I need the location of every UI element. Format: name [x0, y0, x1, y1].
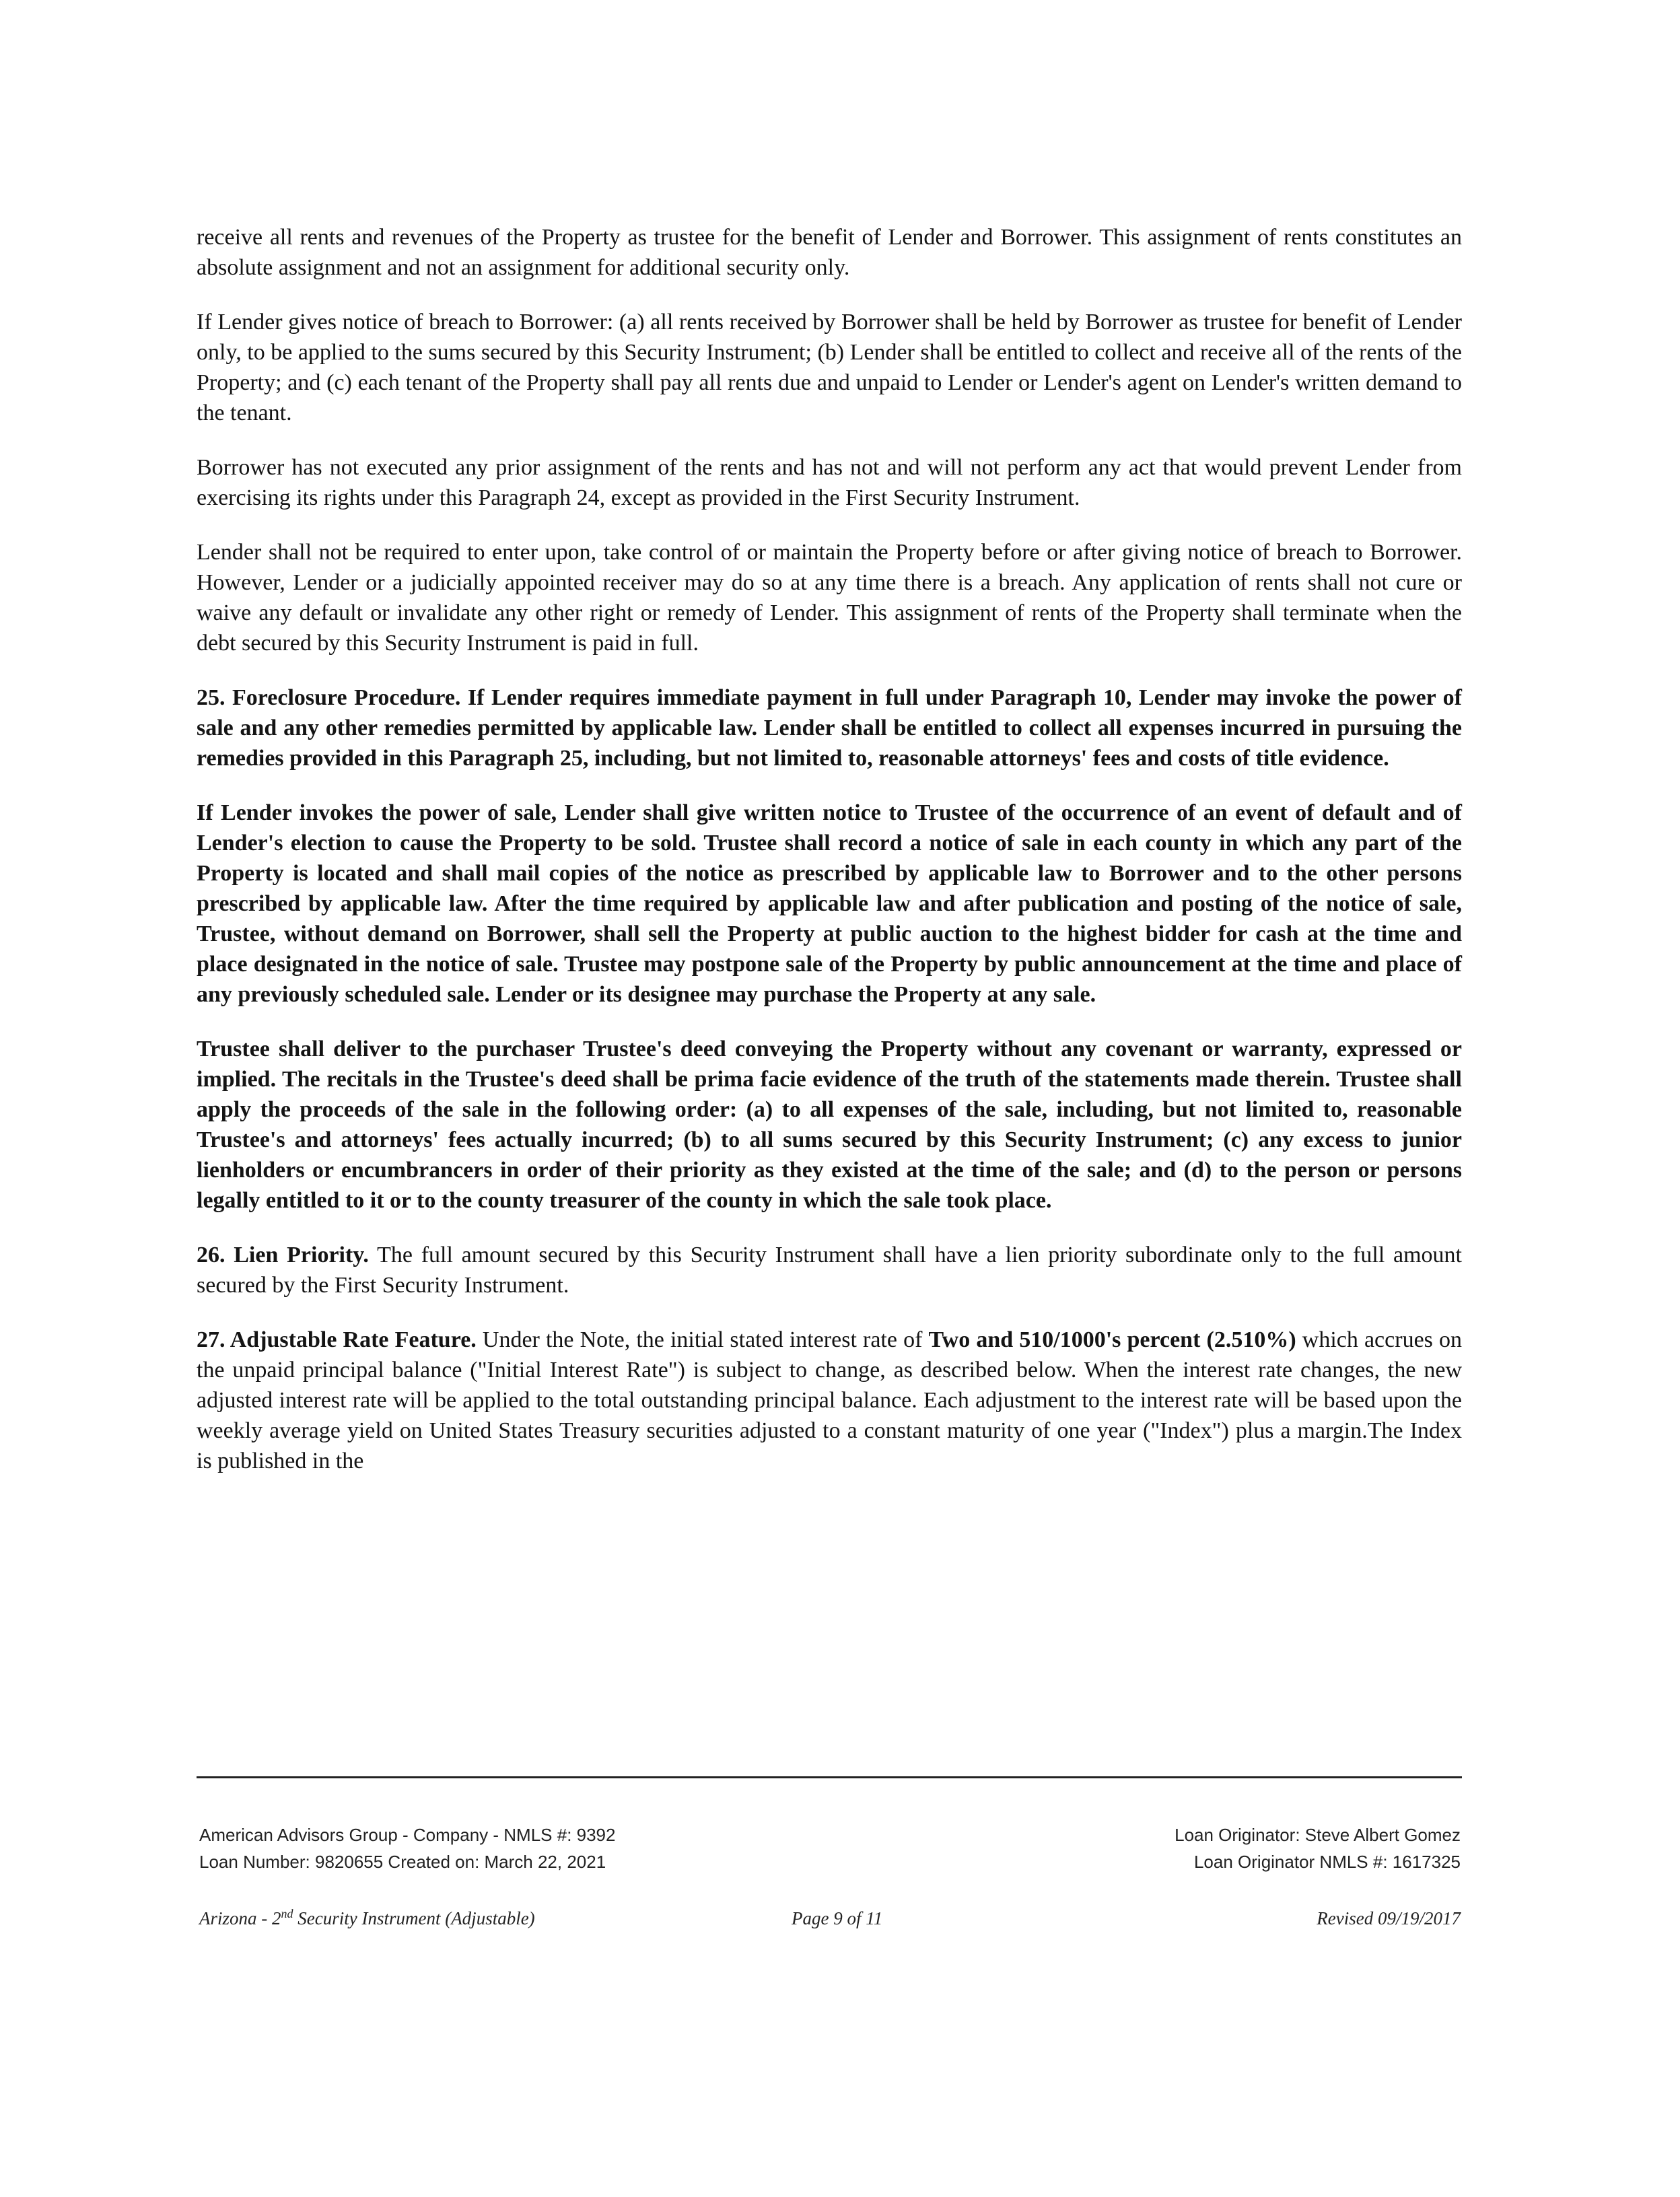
- footer-originator-nmls: Loan Originator NMLS #: 1617325: [1193, 1852, 1461, 1872]
- paragraph-26-text: The full amount secured by this Security Instrument shall have a lien priority subordinate only to the full amount secured by the First Security Instrument.: [197, 1243, 1463, 1298]
- paragraph-prior-assignment: Borrower has not executed any prior assignment of the rents and has not and will not perform any act that would prevent Lender from exercising its rights under this Paragraph 24, except as provided in the First Security Instrument.: [197, 455, 1462, 510]
- paragraph-27-rate: Two and 510/1000's percent (2.510%): [928, 1327, 1296, 1352]
- paragraph-27-heading: 27. Adjustable Rate Feature.: [197, 1327, 477, 1352]
- page-number: Page 9 of 11: [792, 1908, 883, 1928]
- paragraph-27-text-a: Under the Note, the initial stated interest rate of: [476, 1327, 929, 1352]
- paragraph-power-of-sale: If Lender invokes the power of sale, Lender shall give written notice to Trustee of the occurrence of an event of default and of Lender's election to cause the Property to be sold. Trustee shall record a notice of sale in each county in which any part of the Property is located and shall mail copies of the notice as prescribed by applicable law to Borrower and to the other persons prescribed by applicable law. After the time required by applicable law and after publication and posting of the notice of sale, Trustee, without demand on Borrower, shall sell the Property at public auction to the highest bidder for cash at the time and place designated in the notice of sale. Trustee may postpone sale of the Property by public announcement at the time and place of any previously scheduled sale. Lender or its designee may purchase the Property at any sale.: [197, 800, 1462, 1007]
- paragraph-27-text-b: which accrues on the unpaid principal balance ("Initial Interest Rate") is subject to change, as described below. When the interest rate changes, the new adjusted interest rate will be applied to the total outstanding principal balance. Each adjustment to the interest rate will be based upon the weekly average yield on United States Treasury securities adjusted to a constant maturity of one year ("Index") plus a margin.The Index is published in the: [197, 1327, 1462, 1473]
- footer-originator: Loan Originator: Steve Albert Gomez: [1175, 1825, 1461, 1845]
- document-body: [197, 222, 1462, 1500]
- revision-date: Revised 09/19/2017: [1317, 1908, 1461, 1928]
- paragraph-25-foreclosure: 25. Foreclosure Procedure. If Lender requires immediate payment in full under Paragraph 10, Lender may invoke the power of sale and any other remedies permitted by applicable law. Lender shall be entitled to collect all expenses incurred in pursuing the remedies provided in this Paragraph 25, including, but not limited to, reasonable attorneys' fees and costs of title evidence.: [197, 685, 1462, 771]
- form-title-suffix: Security Instrument (Adjustable): [293, 1908, 535, 1928]
- footer-company: American Advisors Group - Company - NMLS #: 9392: [199, 1825, 616, 1845]
- page-footer-line: [199, 1908, 1461, 1935]
- form-title: [199, 1908, 535, 1929]
- paragraph-27-adjustable-rate: [197, 1325, 1462, 1476]
- footer-divider: [197, 1776, 1462, 1778]
- paragraph-trustee-deed: Trustee shall deliver to the purchaser Trustee's deed conveying the Property without any covenant or warranty, expressed or implied. The recitals in the Trustee's deed shall be prima facie evidence of the truth of the statements made therein. Trustee shall apply the proceeds of the sale in the following order: (a) to all expenses of the sale, including, but not limited to, reasonable Trustee's and attorneys' fees actually incurred; (b) to all sums secured by this Security Instrument; (c) any excess to junior lienholders or encumbrancers in order of their priority as they existed at the time of the sale; and (d) to the person or persons legally entitled to it or to the county treasurer of the county in which the sale took place.: [197, 1037, 1462, 1213]
- paragraph-26-heading: 26. Lien Priority.: [197, 1243, 369, 1267]
- form-title-sup: nd: [281, 1907, 293, 1920]
- paragraph-rents-trustee: receive all rents and revenues of the Property as trustee for the benefit of Lender and Borrower. This assignment of rents constitutes an absolute assignment and not an assignment for additional security only.: [197, 225, 1462, 280]
- paragraph-26-lien-priority: [197, 1240, 1462, 1300]
- footer-loan-number: Loan Number: 9820655 Created on: March 22, 2021: [199, 1852, 606, 1872]
- form-title-prefix: Arizona - 2: [199, 1908, 281, 1928]
- paragraph-lender-control: Lender shall not be required to enter upon, take control of or maintain the Property before or after giving notice of breach to Borrower. However, Lender or a judicially appointed receiver may do so at any time there is a breach. Any application of rents shall not cure or waive any default or invalidate any other right or remedy of Lender. This assignment of rents of the Property shall terminate when the debt secured by this Security Instrument is paid in full.: [197, 540, 1462, 656]
- footer-left-block: [199, 1821, 615, 1875]
- footer-right-block: [1175, 1821, 1461, 1875]
- paragraph-notice-of-breach: If Lender gives notice of breach to Borrower: (a) all rents received by Borrower shall be held by Borrower as trustee for benefit of Lender only, to be applied to the sums secured by this Security Instrument; (b) Lender shall be entitled to collect and receive all of the rents of the Property; and (c) each tenant of the Property shall pay all rents due and unpaid to Lender or Lender's agent on Lender's written demand to the tenant.: [197, 310, 1462, 425]
